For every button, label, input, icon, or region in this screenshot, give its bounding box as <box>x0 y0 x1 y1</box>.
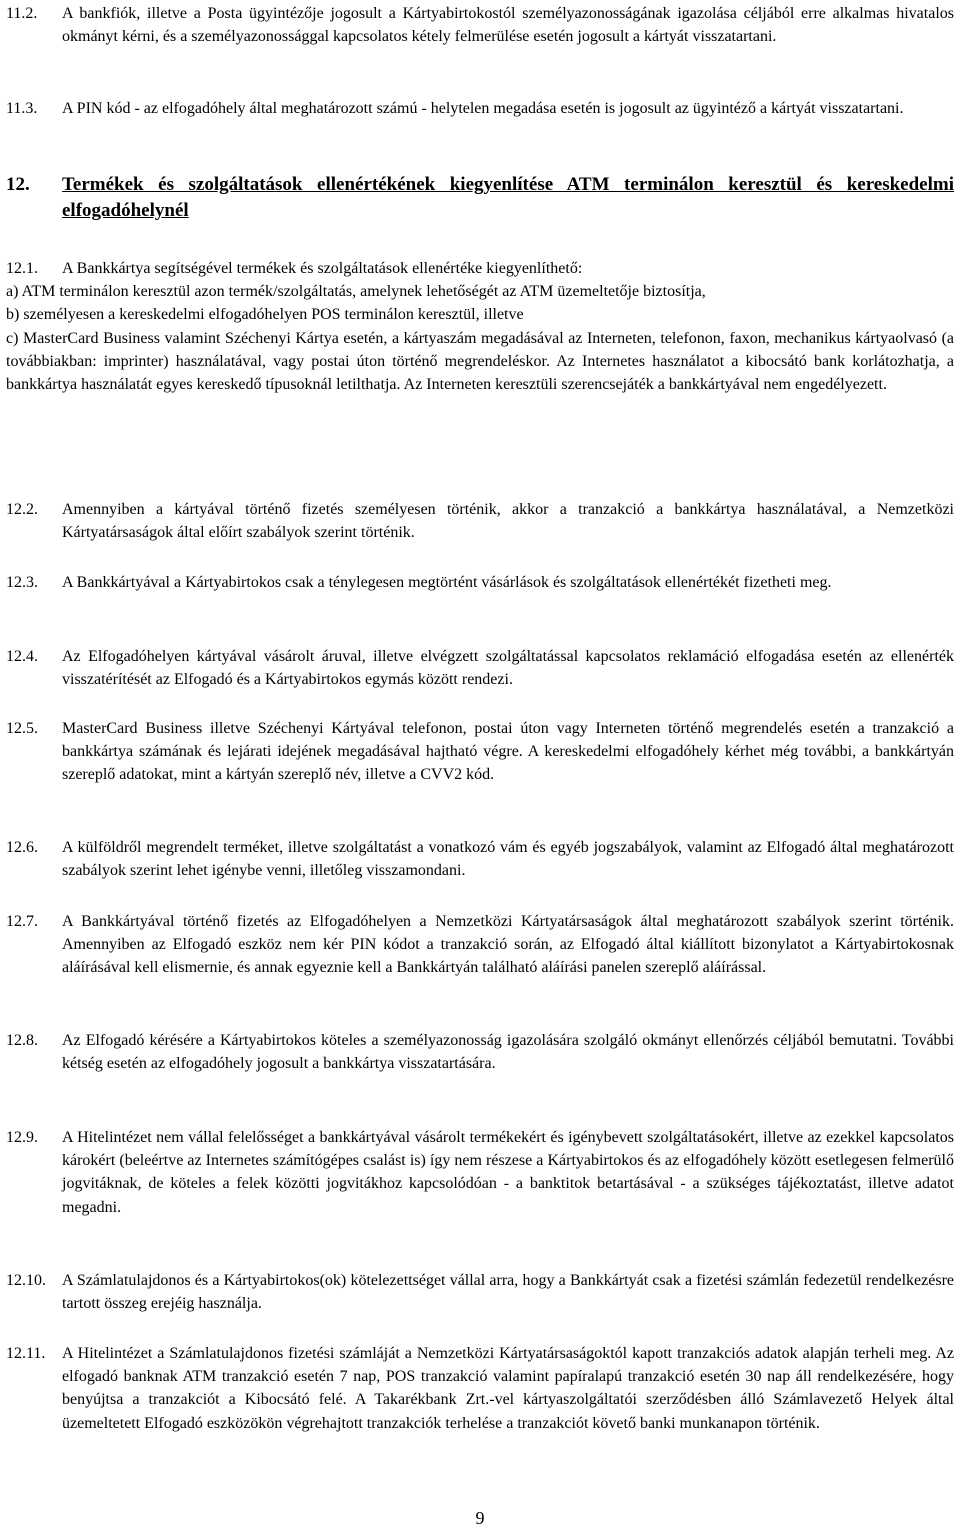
clause-paragraph: A Számlatulajdonos és a Kártyabirtokos(ok) kötelezettséget vállal arra, hogy a Bankkártyát csak a fizetési számlán fedezetül rendelkezésre tartott összeg erejéig használja. <box>62 1272 954 1313</box>
clause-body <box>62 498 954 544</box>
clause-paragraph: Az Elfogadó kérésére a Kártyabirtokos köteles a személyazonosság igazolására szolgáló okmányt ellenőrzés céljából bemutatni. További kétség esetén az elfogadóhely jogosult a bankkártya visszatartására. <box>62 1032 954 1073</box>
clause-number: 12.4. <box>6 648 38 665</box>
clause-12-3 <box>6 571 954 594</box>
clause-body <box>62 1269 954 1315</box>
clause-number: 11.2. <box>6 5 38 22</box>
clause-paragraph: A Hitelintézet a Számlatulajdonos fizetési számláját a Nemzetközi Kártyatársaságoktól kapott tranzakciós adatok alapján terheli meg. Az elfogadó banknak ATM tranzakció esetén 7 nap, POS tranzakció valamint papíralapú tranzakció esetén 30 nap áll rendelkezésére, hogy benyújtsa a tranzakciót a Kibocsátó felé. A Takarékbank Zrt.-vel kártyaszolgáltatói szerződésben álló Számlavezető Helyek által üzemeltetett Elfogadó eszközökön végrehajtott tranzakciók terhelése a tranzakciót követő banki munkanapon történik. <box>62 1345 954 1432</box>
section-title: Termékek és szolgáltatások ellenértékének kiegyenlítése ATM terminálon keresztül és kereskedelmi elfogadóhelynél <box>62 174 954 221</box>
clause-paragraph: A Bankkártyával a Kártyabirtokos csak a ténylegesen megtörtént vásárlások és szolgáltatások ellenértékét fizetheti meg. <box>62 574 832 591</box>
section-number: 12. <box>6 174 30 195</box>
clause-number: 12.11. <box>6 1345 46 1362</box>
clause-paragraph: b) személyesen a kereskedelmi elfogadóhelyen POS terminálon keresztül, illetve <box>6 306 524 324</box>
clause-body <box>62 910 954 980</box>
clause-paragraph: a) ATM terminálon keresztül azon termék/szolgáltatás, amelynek lehetőségét az ATM üzemeltetője biztosítja, <box>6 283 706 301</box>
clause-paragraph: MasterCard Business illetve Széchenyi Kártyával telefonon, postai úton vagy Interneten történő megrendelés esetén a tranzakció a bankkártya számának és lejárati idejének megadásával hajtható végre. A kereskedelmi elfogadóhely kérhet még további, a bankkártyán szereplő adatokat, mint a kártyán szereplő név, illetve a CVV2 kód. <box>62 720 954 784</box>
clause-12-6 <box>6 836 954 882</box>
clause-paragraph: A bankfiók, illetve a Posta ügyintézője jogosult a Kártyabirtokostól személyazonosságának igazolása céljából erre alkalmas hivatalos okmányt kérni, és a személyazonossággal kapcsolatos kétely felmerülése esetén jogosult a kártyát visszatartani. <box>62 5 954 46</box>
clause-number: 12.7. <box>6 913 38 930</box>
clause-body <box>62 1342 954 1435</box>
clause-paragraph: A Bankkártyával történő fizetés az Elfogadóhelyen a Nemzetközi Kártyatársaságok által meghatározott szabályok szerint történik. Amennyiben az Elfogadó eszköz nem kér PIN kódot a tranzakció során, az Elfogadó által kiállított bizonylatot a Kártyabirtokosnak aláírásával kell elismernie, és annak egyeznie kell a Bankkártyán található aláírási panelen szereplő aláírással. <box>62 913 954 977</box>
clause-body <box>62 836 954 882</box>
clause-paragraph: A külföldről megrendelt terméket, illetve szolgáltatást a vonatkozó vám és egyéb jogszabályok, valamint az Elfogadó által meghatározott szabályok szerint lehet igénybe venni, illetőleg visszamondani. <box>62 839 954 880</box>
clause-body <box>62 2 954 48</box>
clause-number: 12.8. <box>6 1032 38 1049</box>
clause-11-2 <box>6 2 954 48</box>
clause-12-5 <box>6 717 954 787</box>
clause-paragraph: Az Elfogadóhelyen kártyával vásárolt áruval, illetve elvégzett szolgáltatással kapcsolatos reklamáció elfogadása esetén az ellenérték visszatérítését az Elfogadó és a Kártyabirtokos egymás között rendezi. <box>62 648 954 689</box>
clause-12-1 <box>6 257 954 396</box>
clause-12-8 <box>6 1029 954 1075</box>
clause-12-11 <box>6 1342 954 1435</box>
clause-number: 12.1. <box>6 260 38 277</box>
clause-body <box>62 645 954 691</box>
clause-body <box>62 1126 954 1219</box>
clause-number: 12.3. <box>6 574 38 591</box>
clause-paragraph: c) MasterCard Business valamint Széchenyi Kártya esetén, a kártyaszám megadásával az Interneten, telefonon, faxon, mechanikus kártyaolvasó (a továbbiakban: imprinter) használatával, vagy postai úton történő megrendeléskor. Az Internetes használatot a kibocsátó bank korlátozhatja, a bankkártya használatát egyes kereskedő típusoknál letilthatja. Az Interneten keresztüli szerencsejáték a bankkártyával nem engedélyezett. <box>6 329 954 394</box>
clause-paragraph: A Hitelintézet nem vállal felelősséget a bankkártyával vásárolt termékekért és igénybevett szolgáltatásokért, illetve az ezekkel kapcsolatos károkért (beleértve az Internetes számítógépes csalást is) így nem részese a Kártyabirtokos és az elfogadóhely között esetlegesen felmerülő jogvitáknak, de köteles a felek közötti jogvitákhoz kapcsolódóan - a banktitok betartásával - a szükséges tájékoztatást, illetve adatot megadni. <box>62 1129 954 1216</box>
clause-number: 12.2. <box>6 501 38 518</box>
page-number: 9 <box>475 1508 485 1528</box>
clause-12-9 <box>6 1126 954 1219</box>
clause-body <box>62 571 954 594</box>
clause-number: 12.9. <box>6 1129 38 1146</box>
section-heading <box>6 172 954 224</box>
clause-11-3 <box>6 97 954 120</box>
clause-12-2 <box>6 498 954 544</box>
clause-number: 12.6. <box>6 839 38 856</box>
clause-number: 11.3. <box>6 100 38 117</box>
clause-12-7 <box>6 910 954 980</box>
clause-number: 12.10. <box>6 1272 46 1289</box>
clause-body <box>62 717 954 787</box>
clause-12-10 <box>6 1269 954 1315</box>
clause-paragraph: A Bankkártya segítségével termékek és szolgáltatások ellenértéke kiegyenlíthető: <box>62 260 583 277</box>
clause-body <box>62 1029 954 1075</box>
clause-body <box>62 97 954 120</box>
clause-12-4 <box>6 645 954 691</box>
clause-paragraph: Amennyiben a kártyával történő fizetés személyesen történik, akkor a tranzakció a bankkártya használatával, a Nemzetközi Kártyatársaságok által előírt szabályok szerint történik. <box>62 501 954 542</box>
clause-paragraph: A PIN kód - az elfogadóhely által meghatározott számú - helytelen megadása esetén is jogosult az ügyintéző a kártyát visszatartani. <box>62 100 904 117</box>
clause-number: 12.5. <box>6 720 38 737</box>
